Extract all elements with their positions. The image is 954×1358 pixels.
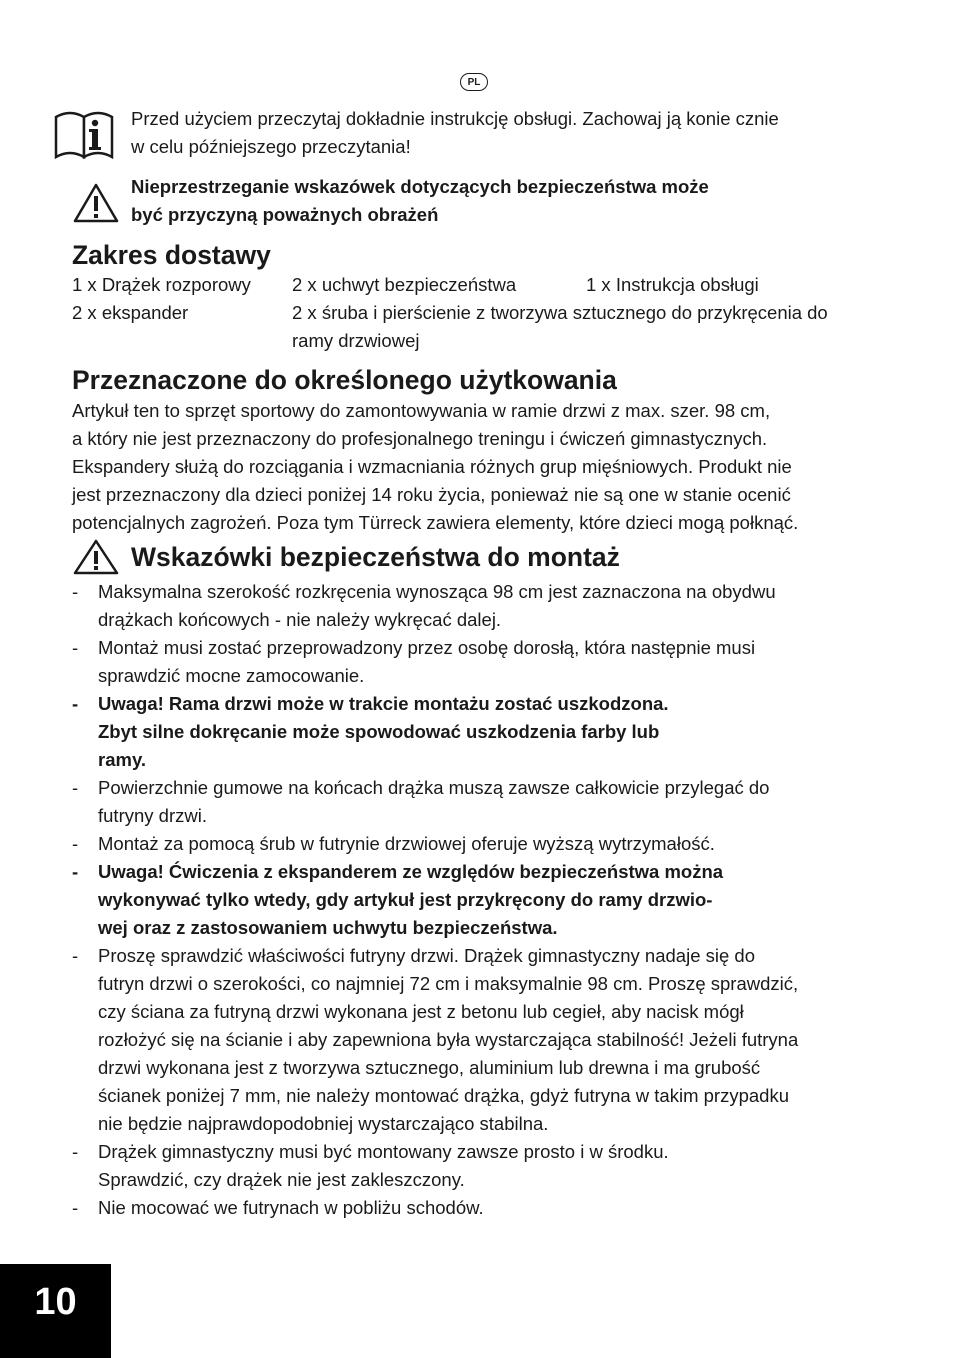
language-badge: PL — [460, 73, 488, 91]
list-item-line: nie będzie najprawdopodobniej wystarczająco stabilna. — [98, 1113, 549, 1134]
paragraph-line: Artykuł ten to sprzęt sportowy do zamontowywania w ramie drzwi z max. szer. 98 cm, — [72, 400, 771, 421]
safety-list-item — [72, 858, 902, 942]
delivery-item: ramy drzwiowej — [292, 330, 420, 351]
list-item-line: Proszę sprawdzić właściwości futryny drzwi. Drążek gimnastyczny nadaje się do — [98, 945, 755, 966]
delivery-item: 1 x Instrukcja obsługi — [586, 274, 759, 295]
safety-list-item — [72, 1194, 902, 1222]
safety-list-item — [72, 830, 902, 858]
list-item-line: Sprawdzić, czy drążek nie jest zakleszczony. — [98, 1169, 465, 1190]
list-item-line: futryn drzwi o szerokości, co najmniej 72 cm i maksymalnie 98 cm. Proszę sprawdzić, — [98, 973, 799, 994]
read-instructions-notice — [131, 105, 779, 161]
intended-use-paragraph — [72, 397, 798, 537]
delivery-item: 2 x ekspander — [72, 302, 189, 323]
bullet-dash: - — [72, 1141, 79, 1162]
delivery-item: 2 x uchwyt bezpieczeństwa — [292, 274, 517, 295]
paragraph-line: a który nie jest przeznaczony do profesjonalnego treningu i ćwiczeń gimnastycznych. — [72, 428, 768, 449]
delivery-item: 2 x śruba i pierścienie z tworzywa sztucznego do przykręcenia do — [292, 302, 828, 323]
manual-info-icon — [54, 107, 114, 159]
safety-list-item — [72, 578, 902, 634]
list-item-line: Zbyt silne dokręcanie może spowodować uszkodzenia farby lub — [98, 721, 660, 742]
delivery-heading: Zakres dostawy — [72, 240, 271, 270]
bullet-dash: - — [72, 693, 79, 714]
bullet-dash: - — [72, 861, 79, 882]
bullet-dash: - — [72, 833, 79, 854]
page-number: 10 — [0, 1264, 111, 1358]
safety-list-item — [72, 690, 902, 774]
notice-line: w celu późniejszego przeczytania! — [131, 136, 411, 157]
safety-list-item — [72, 1138, 902, 1194]
list-item-line: drzwi wykonana jest z tworzywa sztucznego, aluminium lub drewna i ma grubość — [98, 1057, 761, 1078]
warning-line: być przyczyną poważnych obrażeń — [131, 204, 439, 225]
list-item-line: Nie mocować we futrynach w pobliżu schodów. — [98, 1197, 484, 1218]
notice-line: Przed użyciem przeczytaj dokładnie instrukcję obsługi. Zachowaj ją konie cznie — [131, 108, 779, 129]
list-item-line: futryny drzwi. — [98, 805, 207, 826]
safety-heading: Wskazówki bezpieczeństwa do montaż — [131, 542, 620, 572]
list-item-line: ramy. — [98, 749, 146, 770]
list-item-line: sprawdzić mocne zamocowanie. — [98, 665, 365, 686]
list-item-line: Maksymalna szerokość rozkręcenia wynosząca 98 cm jest zaznaczona na obydwu — [98, 581, 776, 602]
warning-triangle-icon — [72, 538, 120, 576]
list-item-line: Drążek gimnastyczny musi być montowany zawsze prosto i w środku. — [98, 1141, 669, 1162]
intended-use-heading: Przeznaczone do określonego użytkowania — [72, 365, 617, 395]
paragraph-line: potencjalnych zagrożeń. Poza tym Türreck zawiera elementy, które dzieci mogą połknąć. — [72, 512, 799, 533]
safety-list-item — [72, 634, 902, 690]
list-item-line: rozłożyć się na ścianie i aby zapewniona była wystarczająca stabilność! Jeżeli futryna — [98, 1029, 799, 1050]
bullet-dash: - — [72, 581, 79, 602]
list-item-line: Uwaga! Rama drzwi może w trakcie montażu zostać uszkodzona. — [98, 693, 669, 714]
list-item-line: wykonywać tylko wtedy, gdy artykuł jest przykręcony do ramy drzwio- — [98, 889, 713, 910]
safety-warning-text — [131, 173, 709, 229]
list-item-line: wej oraz z zastosowaniem uchwytu bezpieczeństwa. — [98, 917, 558, 938]
list-item-line: Montaż za pomocą śrub w futrynie drzwiowej oferuje wyższą wytrzymałość. — [98, 833, 715, 854]
paragraph-line: Ekspandery służą do rozciągania i wzmacniania różnych grup mięśniowych. Produkt nie — [72, 456, 792, 477]
bullet-dash: - — [72, 637, 79, 658]
bullet-dash: - — [72, 777, 79, 798]
list-item-line: Powierzchnie gumowe na końcach drążka muszą zawsze całkowicie przylegać do — [98, 777, 770, 798]
safety-instructions-list — [72, 578, 902, 1222]
safety-list-item — [72, 774, 902, 830]
list-item-line: ścianek poniżej 7 mm, nie należy montować drążka, gdyż futryna w takim przypadku — [98, 1085, 789, 1106]
bullet-dash: - — [72, 945, 79, 966]
list-item-line: czy ściana za futryną drzwi wykonana jest z betonu lub cegieł, aby nacisk mógł — [98, 1001, 744, 1022]
warning-triangle-icon — [72, 182, 120, 224]
bullet-dash: - — [72, 1197, 79, 1218]
list-item-line: Montaż musi zostać przeprowadzony przez osobę dorosłą, która następnie musi — [98, 637, 756, 658]
list-item-line: drążkach końcowych - nie należy wykręcać dalej. — [98, 609, 502, 630]
warning-line: Nieprzestrzeganie wskazówek dotyczących bezpieczeństwa może — [131, 176, 709, 197]
paragraph-line: jest przeznaczony dla dzieci poniżej 14 roku życia, ponieważ nie są one w stanie ocenić — [72, 484, 791, 505]
delivery-item: 1 x Drążek rozporowy — [72, 274, 251, 295]
list-item-line: Uwaga! Ćwiczenia z ekspanderem ze względów bezpieczeństwa można — [98, 861, 724, 882]
safety-list-item — [72, 942, 902, 1138]
